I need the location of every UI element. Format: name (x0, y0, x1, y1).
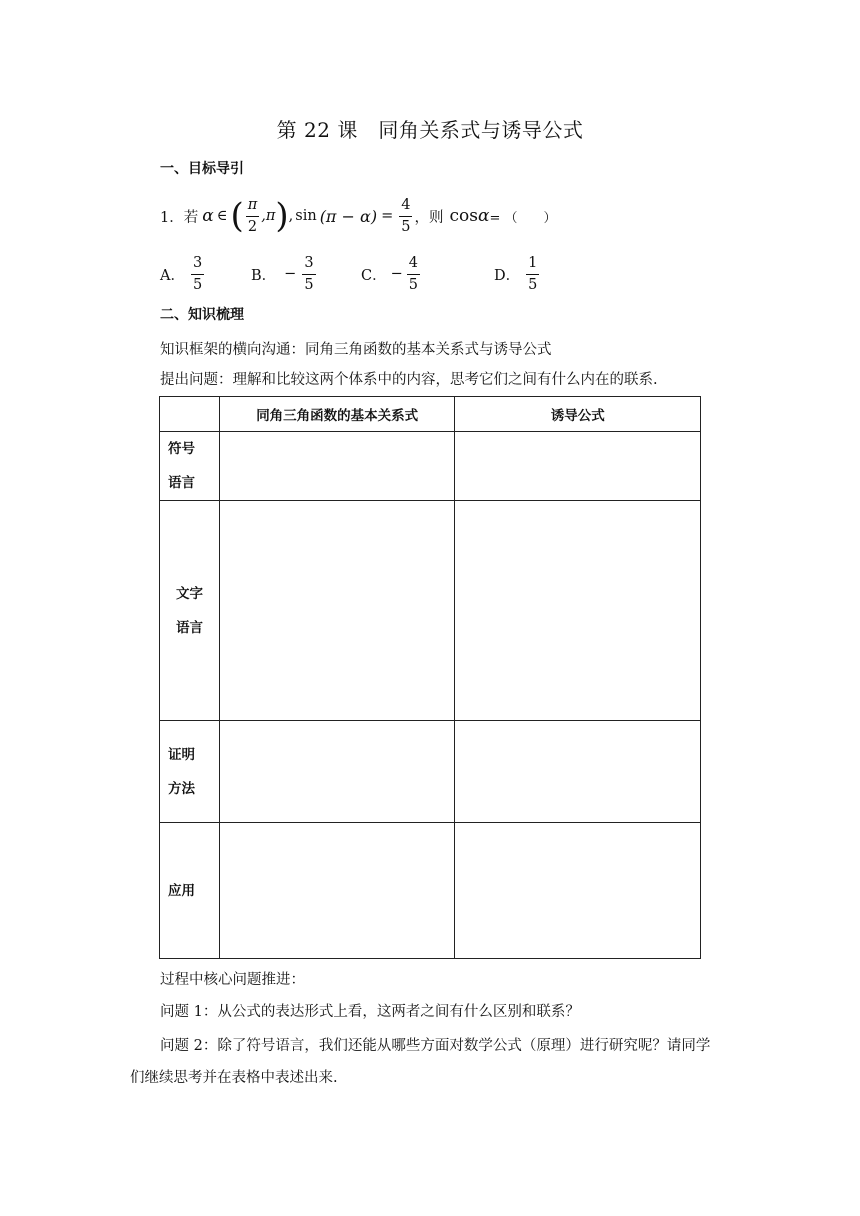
comma: , (288, 208, 294, 224)
then-text: ，则 (414, 209, 444, 226)
option-a: A． $\frac{3}{5}$ (160, 254, 203, 293)
question-prompt-text: 提出问题：理解和比较这两个体系中的内容，思考它们之间有什么内在的联系. (160, 372, 658, 388)
table-cell[interactable] (455, 432, 701, 501)
row-label-application: 应用 (160, 823, 220, 959)
left-paren: ( (230, 196, 244, 236)
process-question-1: 问题 1：从公式的表达形式上看，这两者之间有什么区别和联系？ (160, 1004, 580, 1020)
option-d: D． $\frac{1}{5}$ (494, 254, 538, 293)
page-title: 第 22 课 同角关系式与诱导公式 (276, 118, 584, 142)
option-c: C． − $\frac{4}{5}$ (361, 254, 418, 293)
table-header-identity: 同角三角函数的基本关系式 (219, 397, 455, 432)
option-b: B． − $\frac{3}{5}$ (251, 254, 314, 293)
process-question-2-line2: 们继续思考并在表格中表述出来. (130, 1070, 338, 1086)
process-intro: 过程中核心问题推进： (160, 972, 305, 988)
row-label-proof: 证明 方法 (160, 721, 220, 823)
comparison-table (159, 396, 701, 959)
process-question-2-line1: 问题 2：除了符号语言，我们还能从哪些方面对数学公式（原理）进行研究呢？请同学 (160, 1038, 711, 1054)
question-number: 1．若 (160, 209, 199, 226)
right-paren: ) (275, 196, 289, 236)
table-cell[interactable] (455, 721, 701, 823)
table-header-row (160, 397, 701, 432)
cos-alpha: α (477, 206, 490, 226)
element-of-symbol: ∈ (216, 208, 228, 224)
table-row (160, 501, 701, 721)
table-cell[interactable] (219, 432, 455, 501)
pi-upper-bound: ,π (261, 208, 276, 224)
sin-function: sin (295, 208, 317, 224)
table-row (160, 432, 701, 501)
table-cell[interactable] (219, 823, 455, 959)
table-corner-cell (160, 397, 220, 432)
table-row (160, 823, 701, 959)
table-header-reduction: 诱导公式 (455, 397, 701, 432)
row-label-verbal: 文字 语言 (160, 501, 220, 721)
table-cell[interactable] (219, 721, 455, 823)
cos-function: cos (449, 206, 478, 226)
option-b-fraction: $\frac{3}{5}$ (304, 254, 314, 293)
alpha-symbol: α (202, 206, 214, 226)
pi-over-two-fraction: $\frac{\pi}{2}$ (247, 196, 258, 235)
framework-text: 知识框架的横向沟通：同角三角函数的基本关系式与诱导公式 (160, 342, 552, 358)
table-cell[interactable] (455, 501, 701, 721)
row-label-symbolic: 符号 语言 (160, 432, 220, 501)
sin-argument: (π − α) (319, 206, 378, 226)
option-c-fraction: $\frac{4}{5}$ (408, 254, 418, 293)
table-row (160, 721, 701, 823)
table-cell[interactable] (219, 501, 455, 721)
table-cell[interactable] (455, 823, 701, 959)
question-1 (160, 188, 556, 244)
option-d-fraction: $\frac{1}{5}$ (528, 254, 538, 293)
four-fifths-fraction: $\frac{4}{5}$ (401, 196, 411, 235)
option-a-fraction: $\frac{3}{5}$ (192, 254, 203, 293)
section-heading-knowledge: 二、知识梳理 (160, 307, 244, 323)
equals-sign: = (381, 208, 394, 224)
answer-blank: = （ ） (489, 210, 557, 226)
section-heading-goals: 一、目标导引 (160, 161, 244, 177)
